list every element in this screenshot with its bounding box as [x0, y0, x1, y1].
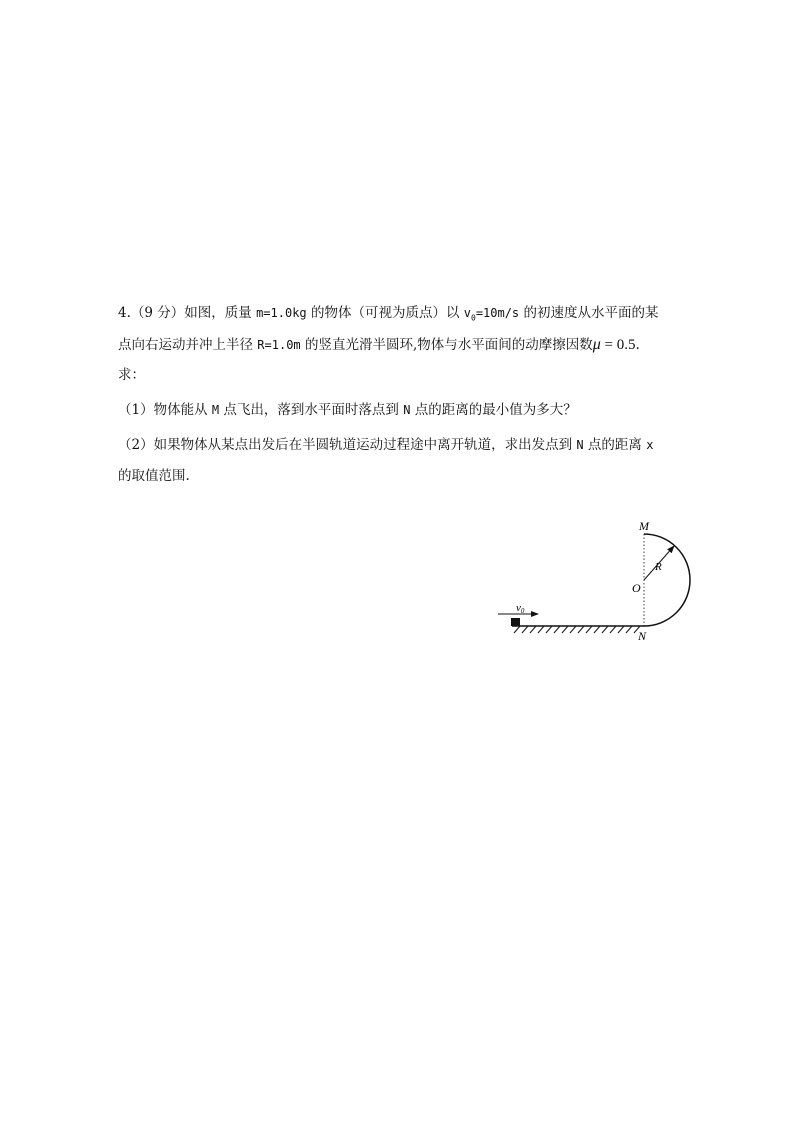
ground-hatching — [514, 626, 640, 633]
problem-line-1 — [118, 298, 678, 329]
semicircle-track-figure — [494, 512, 704, 652]
radius-value: R=1.0m — [257, 338, 301, 352]
text-segment: （1）物体能从 — [118, 402, 212, 418]
label-m: M — [639, 519, 649, 533]
semicircle-track — [644, 534, 690, 626]
text-segment: . — [635, 337, 640, 353]
text-segment: 的竖直光滑半圆环,物体与水平面间的动摩擦因数 — [300, 337, 593, 353]
mu-value: = 0.5 — [600, 337, 636, 353]
point-n-ref: N — [403, 403, 411, 417]
label-r: R — [655, 561, 662, 573]
mu-symbol: μ — [592, 336, 601, 353]
problem-score: （9 分） — [130, 305, 185, 321]
point-n-ref: N — [576, 438, 584, 452]
v0-value: =10m/s — [475, 306, 520, 320]
mass-value: m=1.0kg — [256, 306, 307, 320]
v0-subscript: 0 — [470, 313, 476, 323]
question-2 — [118, 430, 678, 461]
text-segment: （2）如果物体从某点出发后在半圆轨道运动过程途中离开轨道，求出发点到 — [118, 437, 577, 453]
question-2-line-2: 的取值范围. — [118, 468, 190, 484]
text-segment: 点向右运动并冲上半径 — [118, 337, 258, 353]
problem-text — [118, 298, 678, 492]
text-segment: 的初速度从水平面的某 — [519, 305, 659, 321]
text-segment: 如图，质量 — [184, 305, 257, 321]
question-1 — [118, 395, 678, 426]
object-block — [511, 618, 520, 626]
point-m-ref: M — [211, 403, 220, 417]
problem-line-3: 求： — [118, 367, 145, 383]
text-segment: 点的距离的最小值为多大？ — [410, 402, 577, 418]
distance-x-ref: x — [646, 438, 654, 452]
text-segment: 的物体（可视为质点）以 — [306, 305, 464, 321]
velocity-label: v0 — [516, 602, 525, 615]
label-n: N — [638, 629, 647, 643]
text-segment: 点飞出，落到水平面时落点到 — [219, 402, 404, 418]
initial-velocity — [463, 306, 520, 323]
text-segment: 点的距离 — [583, 437, 647, 453]
v0-symbol: v — [463, 306, 471, 320]
problem-line-2 — [118, 329, 678, 360]
problem-number: 4. — [118, 305, 131, 321]
label-o: O — [632, 581, 641, 595]
